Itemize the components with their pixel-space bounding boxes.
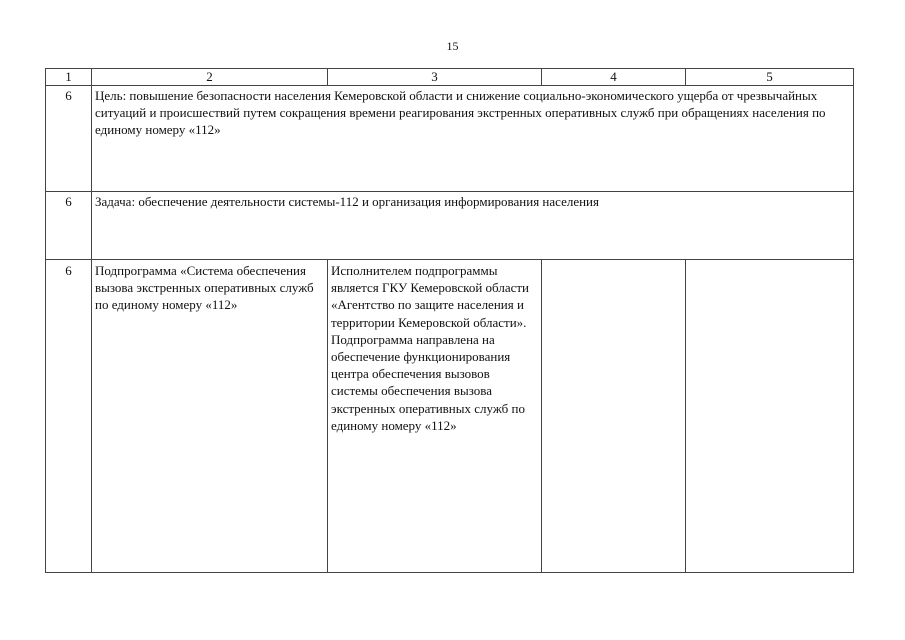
page-number: 15 [446,39,459,53]
header-cell-5: 5 [686,69,854,86]
header-cell-2: 2 [92,69,328,86]
subprogram-row [46,260,854,573]
goal-text: Цель: повышение безопасности населения Кемеровской области и снижение социально-экономического ущерба от чрезвычайных ситуаций и происшествий путем сокращения времени реагирования экстренных оперативных служб при обращениях населения по единому номеру «112» [92,86,854,192]
program-table [45,68,854,573]
header-cell-3: 3 [328,69,542,86]
subprogram-description: Исполнителем подпрограммы является ГКУ Кемеровской области «Агентство по защите населения и территории Кемеровской области». Подпрограмма направлена на обеспечение функционирования центра обеспечения вызовов системы обеспечения вызова экстренных оперативных служб по единому номеру «112» [328,260,542,573]
goal-row [46,86,854,192]
header-cell-1: 1 [46,69,92,86]
subprogram-row-number: 6 [46,260,92,573]
task-row-number: 6 [46,192,92,260]
subprogram-col4-empty [542,260,686,573]
subprogram-col5-empty [686,260,854,573]
goal-row-number: 6 [46,86,92,192]
subprogram-name: Подпрограмма «Система обеспечения вызова экстренных оперативных служб по единому номеру «112» [92,260,328,573]
task-text: Задача: обеспечение деятельности системы-112 и организация информирования населения [92,192,854,260]
table-header-row [46,69,854,86]
header-cell-4: 4 [542,69,686,86]
task-row [46,192,854,260]
